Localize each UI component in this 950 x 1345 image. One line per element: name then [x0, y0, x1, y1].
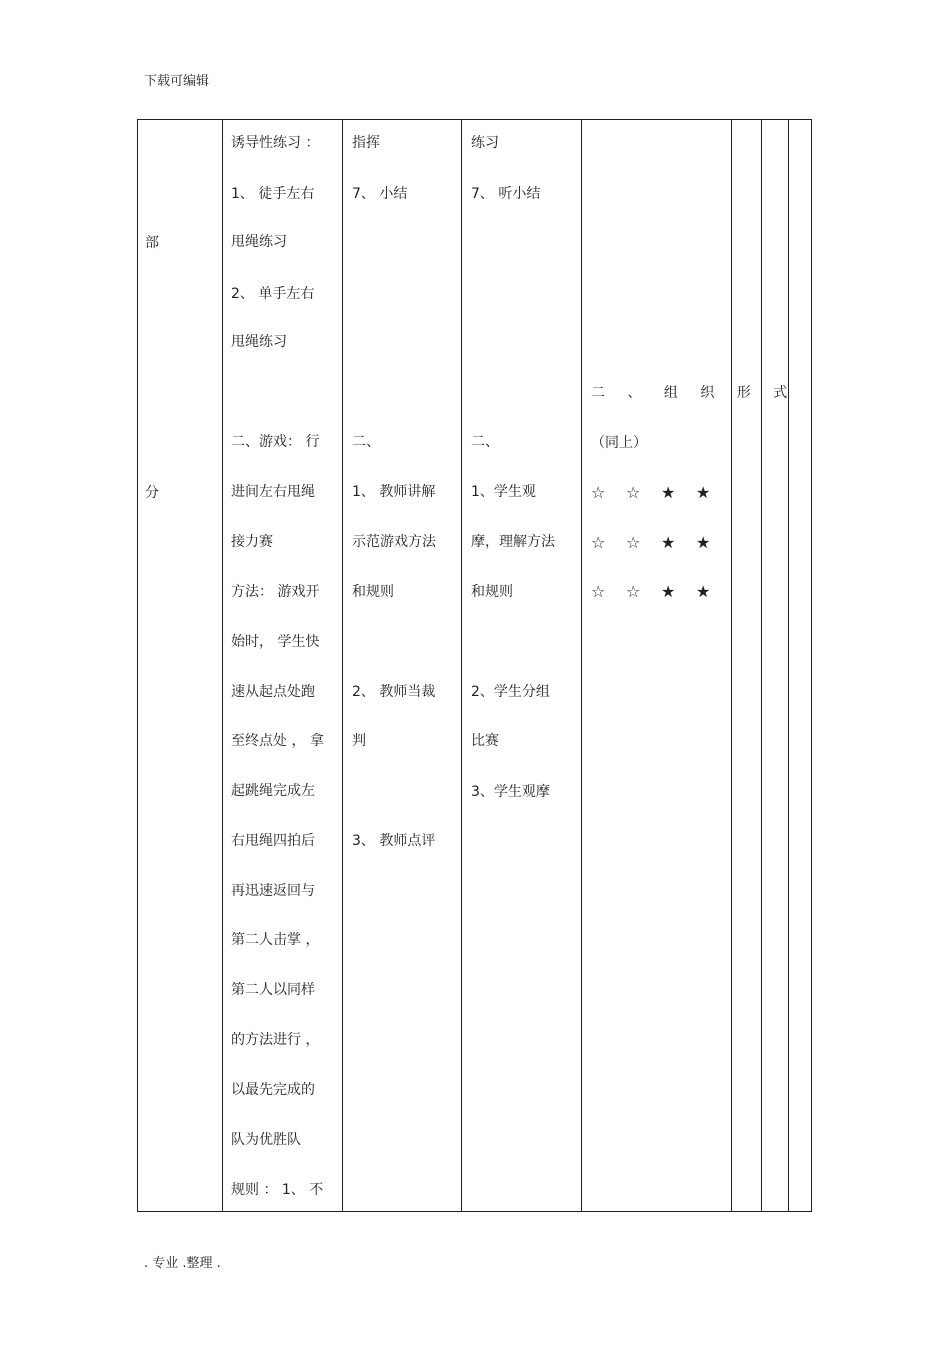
content-line: 再迅速返回与	[231, 883, 315, 899]
teacher-line: 二、	[352, 434, 380, 450]
hollow-star-icon: ☆	[591, 582, 606, 601]
table-divider	[222, 119, 223, 1212]
filled-star-icon: ★	[696, 582, 711, 601]
table-divider	[342, 119, 343, 1212]
table-divider	[461, 119, 462, 1212]
content-line: 规则 ： 1、 不	[231, 1182, 324, 1198]
formation-row	[591, 582, 731, 602]
content-line: 1、 徒手左右	[231, 186, 315, 202]
hollow-star-icon: ☆	[626, 582, 641, 601]
content-line: 队为优胜队	[231, 1132, 301, 1148]
filled-star-icon: ★	[661, 483, 676, 502]
filled-star-icon: ★	[661, 582, 676, 601]
section-char-top: 部	[145, 235, 159, 251]
organization-title: 二 、 组 织 形 式	[591, 385, 797, 401]
content-line: 二、游戏： 行	[231, 434, 320, 450]
content-line: 诱导性练习 ：	[231, 135, 320, 151]
table-divider	[788, 119, 789, 1212]
hollow-star-icon: ☆	[591, 483, 606, 502]
student-line: 二、	[471, 434, 499, 450]
content-line: 以最先完成的	[231, 1082, 315, 1098]
teacher-line: 示范游戏方法	[352, 534, 436, 550]
content-line: 速从起点处跑	[231, 684, 315, 700]
teacher-line: 3、 教师点评	[352, 833, 436, 849]
content-line: 进间左右甩绳	[231, 484, 315, 500]
hollow-star-icon: ☆	[591, 533, 606, 552]
content-line: 甩绳练习	[231, 334, 287, 350]
filled-star-icon: ★	[696, 483, 711, 502]
formation-row	[591, 533, 731, 553]
content-line: 接力赛	[231, 534, 273, 550]
student-line: 练习	[471, 135, 499, 151]
teacher-line: 指挥	[352, 135, 380, 151]
student-line: 3、学生观摩	[471, 784, 550, 800]
hollow-star-icon: ☆	[626, 483, 641, 502]
formation-row	[591, 483, 731, 503]
hollow-star-icon: ☆	[626, 533, 641, 552]
table-divider	[731, 119, 732, 1212]
page-header: 下载可编辑	[144, 74, 210, 89]
content-line: 右甩绳四拍后	[231, 833, 315, 849]
content-line: 至终点处 ， 拿	[231, 733, 324, 749]
student-line: 2、学生分组	[471, 684, 550, 700]
content-line: 的方法进行 ，	[231, 1032, 320, 1048]
filled-star-icon: ★	[696, 533, 711, 552]
table-divider	[761, 119, 762, 1212]
teacher-line: 判	[352, 733, 366, 749]
student-line: 1、学生观	[471, 484, 536, 500]
table-divider	[581, 119, 582, 1212]
content-line: 2、 单手左右	[231, 286, 315, 302]
content-line: 第二人以同样	[231, 982, 315, 998]
filled-star-icon: ★	[661, 533, 676, 552]
student-line: 7、 听小结	[471, 186, 541, 202]
content-line: 始时， 学生快	[231, 634, 320, 650]
student-line: 和规则	[471, 584, 513, 600]
teacher-line: 1、 教师讲解	[352, 484, 436, 500]
content-line: 起跳绳完成左	[231, 783, 315, 799]
content-line: 甩绳练习	[231, 234, 287, 250]
teacher-line: 2、 教师当裁	[352, 684, 436, 700]
content-line: 方法： 游戏开	[231, 584, 320, 600]
section-char-bottom: 分	[145, 485, 159, 501]
organization-subtitle: （同上）	[591, 435, 647, 451]
student-line: 摩，理解方法	[471, 534, 555, 550]
teacher-line: 和规则	[352, 584, 394, 600]
page-footer: . 专业 .整理 .	[144, 1256, 221, 1271]
content-line: 第二人击掌 ，	[231, 932, 320, 948]
teacher-line: 7、 小结	[352, 186, 408, 202]
student-line: 比赛	[471, 733, 499, 749]
